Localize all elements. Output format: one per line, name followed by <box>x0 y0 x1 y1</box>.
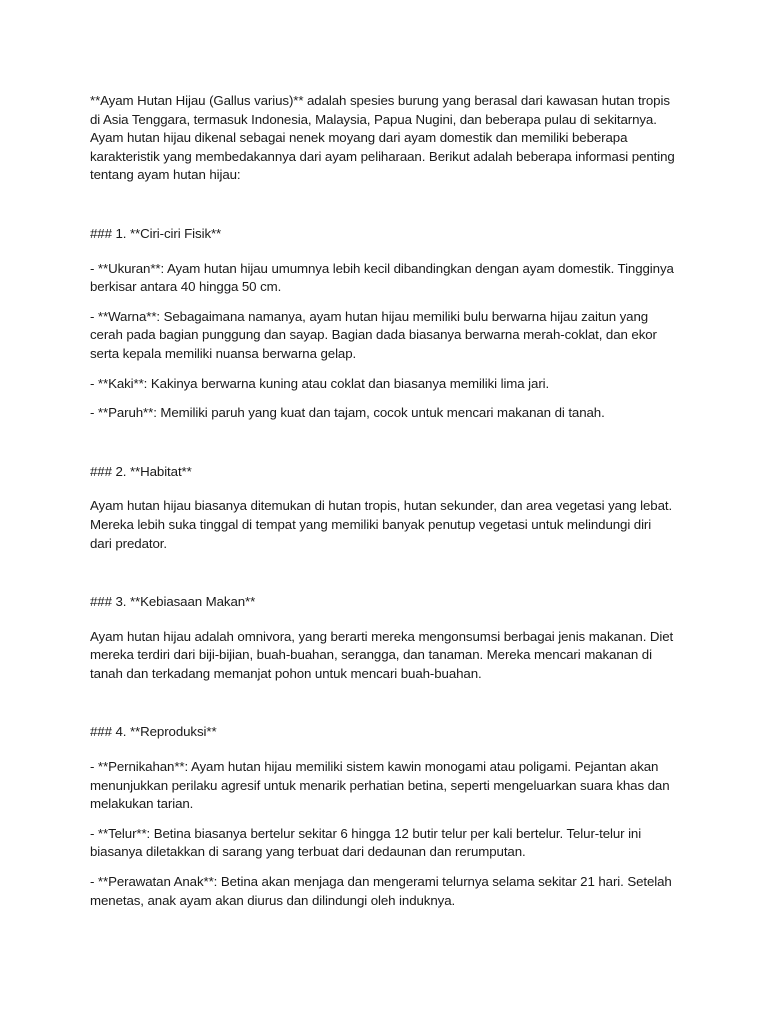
list-item-ukuran: - **Ukuran**: Ayam hutan hijau umumnya lebih kecil dibandingkan dengan ayam domestik. Tingginya berkisar antara 40 hingga 50 cm. <box>90 260 674 295</box>
section-heading-ciri-fisik: ### 1. **Ciri-ciri Fisik** <box>90 225 222 241</box>
list-item-telur: - **Telur**: Betina biasanya bertelur sekitar 6 hingga 12 butir telur per kali bertelur. Telur-telur ini biasanya diletakkan di sarang yang terbuat dari dedaunan dan rerumputan. <box>90 825 642 860</box>
section-heading-kebiasaan-makan: ### 3. **Kebiasaan Makan** <box>90 594 256 610</box>
intro-paragraph: **Ayam Hutan Hijau (Gallus varius)** adalah spesies burung yang berasal dari kawasan hutan tropis di Asia Tenggara, termasuk Indonesia, Malaysia, Papua Nugini, dan beberapa pulau di sekitarnya. Ayam hutan hijau dikenal sebagai nenek moyang dari ayam domestik dan memiliki beberapa karakteristik yang membedakannya dari ayam peliharaan. Berikut adalah beberapa informasi penting tentang ayam hutan hijau: <box>90 93 675 183</box>
section-heading-reproduksi: ### 4. **Reproduksi** <box>90 724 217 740</box>
section-heading-habitat: ### 2. **Habitat** <box>90 463 192 479</box>
list-item-warna: - **Warna**: Sebagaimana namanya, ayam hutan hijau memiliki bulu berwarna hijau zaitun yang cerah pada bagian punggung dan sayap. Bagian dada biasanya berwarna merah-coklat, dan ekor serta kepala memiliki nuansa berwarna gelap. <box>90 308 657 361</box>
habitat-paragraph: Ayam hutan hijau biasanya ditemukan di hutan tropis, hutan sekunder, dan area vegetasi yang lebat. Mereka lebih suka tinggal di tempat yang memiliki banyak penutup vegetasi untuk melindungi diri dari predator. <box>90 498 673 551</box>
list-item-kaki: - **Kaki**: Kakinya berwarna kuning atau coklat dan biasanya memiliki lima jari. <box>90 375 550 391</box>
list-item-perawatan-anak: - **Perawatan Anak**: Betina akan menjaga dan mengerami telurnya selama sekitar 21 hari. Setelah menetas, anak ayam akan diurus dan dilindungi oleh induknya. <box>90 874 672 908</box>
list-item-pernikahan: - **Pernikahan**: Ayam hutan hijau memiliki sistem kawin monogami atau poligami. Pejantan akan menunjukkan perilaku agresif untuk menarik perhatian betina, seperti mengeluarkan suara khas dan melakukan tarian. <box>90 759 670 812</box>
kebiasaan-makan-paragraph: Ayam hutan hijau adalah omnivora, yang berarti mereka mengonsumsi berbagai jenis makanan. Diet mereka terdiri dari biji-bijian, buah-buahan, serangga, dan tanaman. Mereka mencari makanan di tanah dan terkadang memanjat pohon untuk mencari buah-buahan. <box>90 628 674 681</box>
list-item-paruh: - **Paruh**: Memiliki paruh yang kuat dan tajam, cocok untuk mencari makanan di tanah. <box>90 405 605 421</box>
